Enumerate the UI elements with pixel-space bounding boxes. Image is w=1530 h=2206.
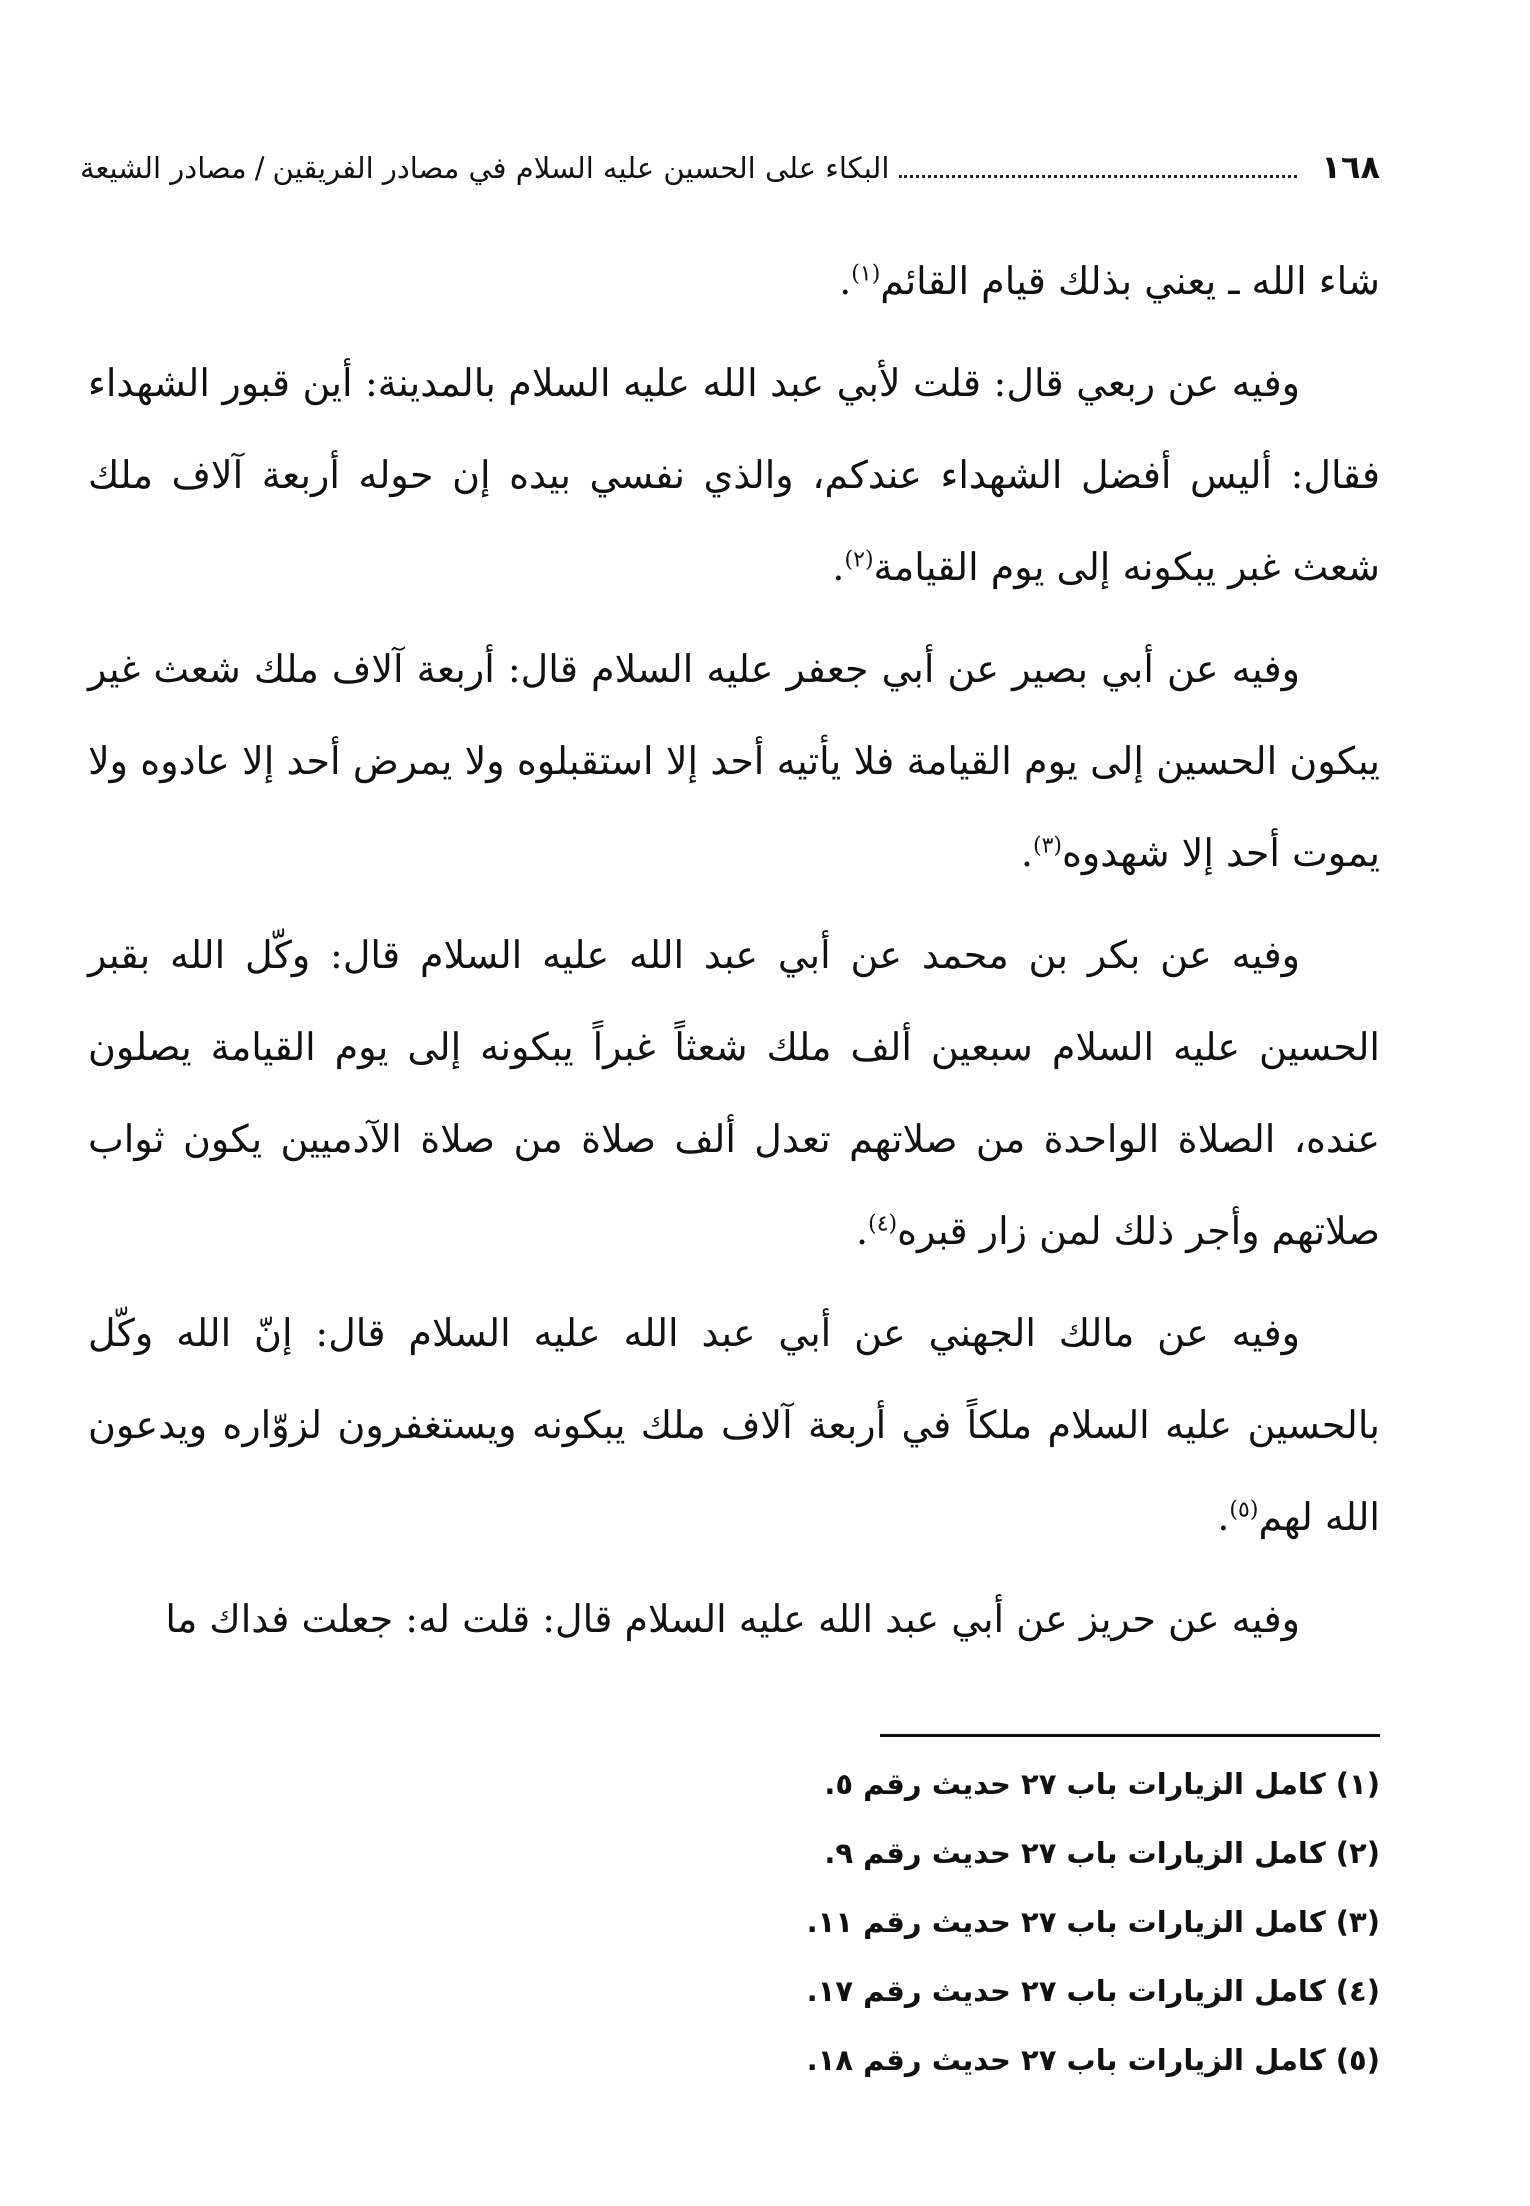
- paragraph-continuation: [88, 235, 1380, 327]
- footnote-3: (٣) كامل الزيارات باب ٢٧ حديث رقم ١١.: [806, 1905, 1380, 1939]
- paragraph-end: .: [1020, 831, 1033, 875]
- paragraph-end: .: [839, 259, 852, 303]
- paragraph: [88, 623, 1380, 899]
- running-header: [80, 148, 1380, 200]
- section-title: مصادر الشيعة: [80, 151, 247, 185]
- paragraph-text: وفيه عن ربعي قال: قلت لأبي عبد الله عليه السلام بالمدينة: أين قبور الشهداء فقال: أليس أفضل الشهداء عندكم، والذي نفسي بيده إن حوله أربعة آلاف ملك شعث غبر يبكونه إلى يوم القيامة: [88, 361, 1380, 589]
- footnote-separator: [880, 1734, 1380, 1737]
- footnote-marker: (٤): [868, 1211, 898, 1237]
- paragraph-end: .: [856, 1209, 869, 1253]
- dotted-leader: [899, 174, 1297, 178]
- footnote-marker: (١): [851, 261, 881, 287]
- footnotes: [80, 1750, 1380, 2095]
- footnote-1: (١) كامل الزيارات باب ٢٧ حديث رقم ٥.: [824, 1767, 1380, 1801]
- paragraph-text: شاء الله ـ يعني بذلك قيام القائم: [880, 259, 1380, 303]
- paragraph: [88, 909, 1380, 1277]
- paragraph: [88, 1573, 1380, 1665]
- footnote-marker: (٣): [1033, 833, 1063, 859]
- paragraph: [88, 337, 1380, 613]
- footnote-5: (٥) كامل الزيارات باب ٢٧ حديث رقم ١٨.: [806, 2043, 1380, 2077]
- paragraph-text: وفيه عن حريز عن أبي عبد الله عليه السلام قال: قلت له: جعلت فداك ما: [165, 1597, 1300, 1641]
- paragraph: [88, 1287, 1380, 1563]
- paragraph-text: وفيه عن مالك الجهني عن أبي عبد الله عليه السلام قال: إنّ الله وكّل بالحسين عليه السلام ملكاً في أربعة آلاف ملك يبكونه ويستغفرون لزوّاره ويدعون الله لهم: [88, 1311, 1380, 1539]
- page-number: ١٦٨: [1321, 148, 1380, 186]
- header-separator: /: [254, 151, 265, 185]
- paragraph-text: وفيه عن بكر بن محمد عن أبي عبد الله عليه السلام قال: وكّل الله بقبر الحسين عليه السلام سبعين ألف ملك شعثاً غبراً يبكونه إلى يوم القيامة يصلون عنده، الصلاة الواحدة من صلاتهم تعدل ألف صلاة من صلاة الآدميين يكون ثواب صلاتهم وأجر ذلك لمن زار قبره: [88, 933, 1380, 1253]
- footnote-2: (٢) كامل الزيارات باب ٢٧ حديث رقم ٩.: [824, 1836, 1380, 1870]
- paragraph-text: وفيه عن أبي بصير عن أبي جعفر عليه السلام قال: أربعة آلاف ملك شعث غير يبكون الحسين إلى يوم القيامة فلا يأتيه أحد إلا استقبلوه ولا يمرض أحد إلا عادوه ولا يموت أحد إلا شهدوه: [88, 647, 1380, 875]
- footnote-4: (٤) كامل الزيارات باب ٢٧ حديث رقم ١٧.: [806, 1974, 1380, 2008]
- footnote-marker: (٢): [844, 547, 874, 573]
- book-title: البكاء على الحسين عليه السلام في مصادر الفريقين: [272, 151, 890, 185]
- paragraph-end: .: [1217, 1495, 1230, 1539]
- body-text: [88, 235, 1380, 1675]
- paragraph-end: .: [832, 545, 845, 589]
- footnote-marker: (٥): [1229, 1497, 1259, 1523]
